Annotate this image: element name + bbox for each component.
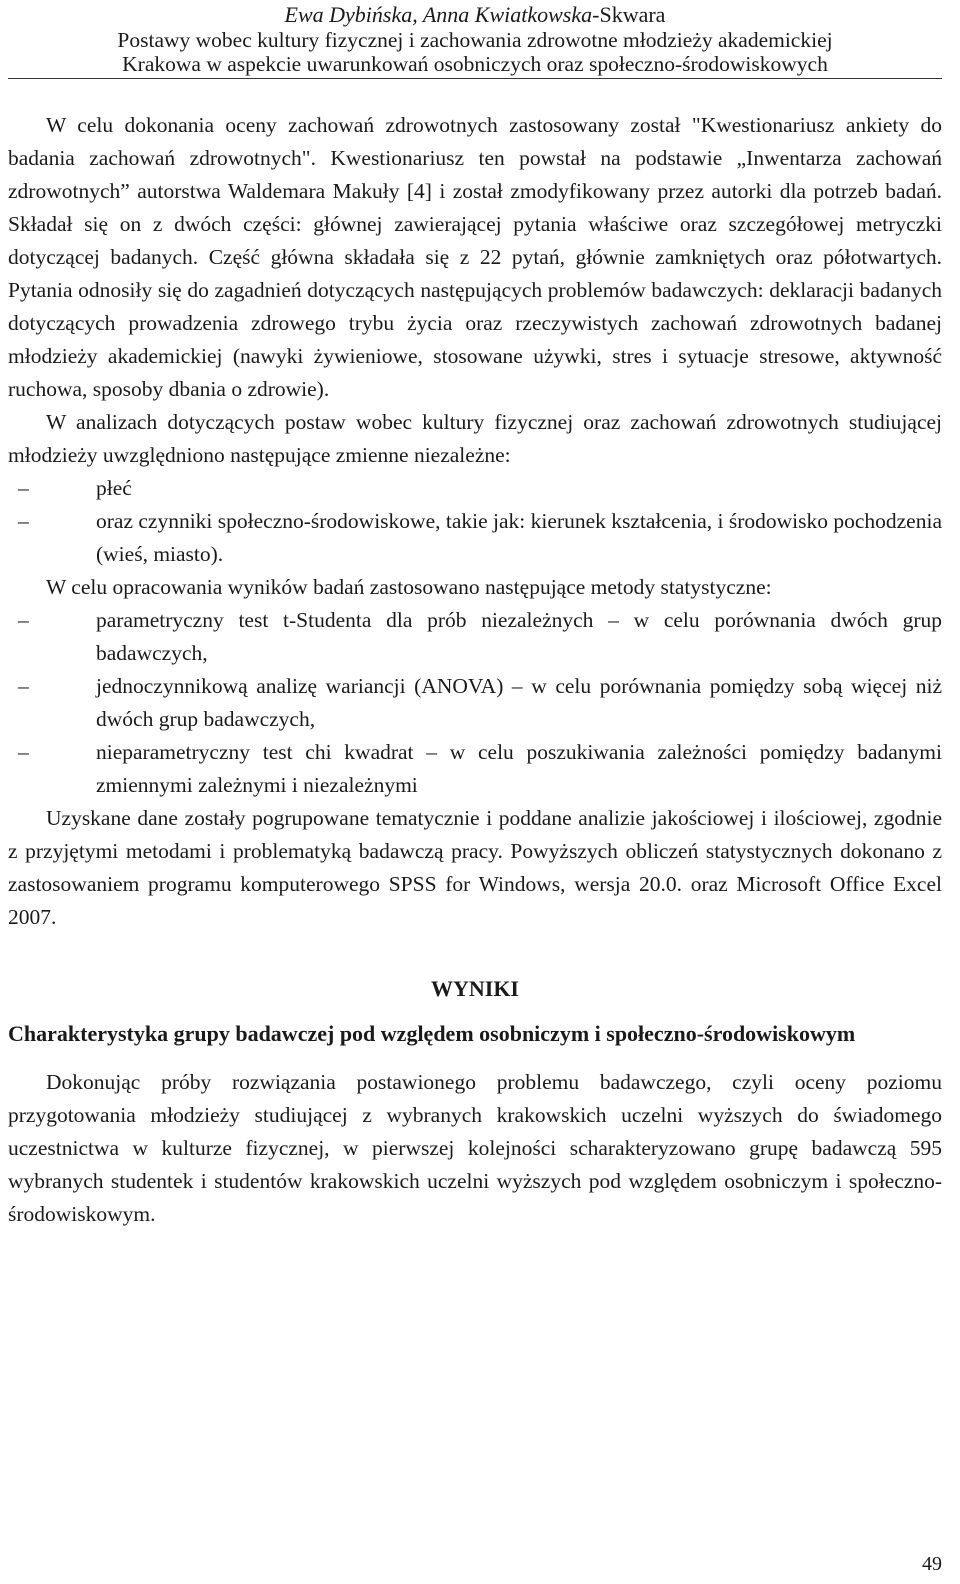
header-title-line1: Postawy wobec kultury fizycznej i zachowania zdrowotne młodzieży akademickiej: [117, 28, 833, 52]
paragraph-results: Dokonując próby rozwiązania postawionego problemu badawczego, czyli oceny poziomu przygotowania młodzieży studiującej z wybranych krakowskich uczelni wyższych do świadomego uczestnictwa w kulturze fizycznej, w pierwszej kolejności scharakteryzowano grupę badawczą 595 wybranych studentek i studentów krakowskich uczelni wyższych pod względem osobniczym i społeczno-środowiskowym.: [8, 1070, 942, 1226]
dash-bullet: –: [18, 674, 29, 698]
paragraph-methods-intro: W celu opracowania wyników badań zastosowano następujące metody statystyczne:: [46, 575, 772, 599]
list-item: [8, 505, 942, 571]
article-body: [8, 109, 942, 1231]
subsection-title: Charakterystyka grupy badawczej pod względem osobniczym i społeczno-środowiskowym: [8, 1021, 856, 1046]
list-item-text: nieparametryczny test chi kwadrat – w celu poszukiwania zależności pomiędzy badanymi zmiennymi zależnymi i niezależnymi: [96, 740, 942, 797]
paragraph-analysis: Uzyskane dane zostały pogrupowane tematycznie i poddane analizie jakościowej i ilościowej, zgodnie z przyjętymi metodami i problematyką badawczą pracy. Powyższych obliczeń statystycznych dokonano z zastosowaniem programu komputerowego SPSS for Windows, wersja 20.0. oraz Microsoft Office Excel 2007.: [8, 806, 942, 929]
list-item-text: płeć: [96, 476, 132, 500]
paragraph-questionnaire: W celu dokonania oceny zachowań zdrowotnych zastosowany został "Kwestionariusz ankiety do badania zachowań zdrowotnych". Kwestionariusz ten powstał na podstawie „Inwentarza zachowań zdrowotnych” autorstwa Waldemara Makuły [4] i został zmodyfikowany przez autorki dla potrzeb badań. Składał się on z dwóch części: głównej zawierającej pytania właściwe oraz szczegółowej metryczki dotyczącej badanych. Część główna składała się z 22 pytań, głównie zamkniętych oraz półotwartych. Pytania odnosiły się do zagadnień dotyczących następujących problemów badawczych: deklaracji badanych dotyczących prowadzenia zdrowego trybu życia oraz rzeczywistych zachowań zdrowotnych badanej młodzieży akademickiej (nawyki żywieniowe, stosowane używki, stres i sytuacje stresowe, aktywność ruchowa, sposoby dbania o zdrowie).: [8, 113, 942, 401]
section-title: WYNIKI: [430, 976, 519, 1001]
list-item: [8, 604, 942, 670]
list-item-text: parametryczny test t-Studenta dla prób niezależnych – w celu porównania dwóch grup badawczych,: [96, 608, 942, 665]
header-authors-italic: Ewa Dybińska, Anna Kwiatkowska-: [284, 2, 600, 27]
methods-list: [8, 604, 942, 802]
header-authors-tail: Skwara: [599, 2, 666, 27]
dash-bullet: –: [18, 509, 29, 533]
dash-bullet: –: [18, 476, 29, 500]
header-title-line2: Krakowa w aspekcie uwarunkowań osobniczych oraz społeczno-środowiskowych: [122, 52, 828, 76]
list-item-text: oraz czynniki społeczno-środowiskowe, takie jak: kierunek kształcenia, i środowisko pochodzenia (wieś, miasto).: [96, 509, 942, 566]
list-item: [8, 472, 942, 505]
header-authors: [8, 2, 942, 28]
dash-bullet: –: [18, 608, 29, 632]
page-number: 49: [922, 1553, 942, 1575]
page: [8, 0, 942, 1231]
paragraph-variables-intro: W analizach dotyczących postaw wobec kultury fizycznej oraz zachowań zdrowotnych studiującej młodzieży uwzględniono następujące zmienne niezależne:: [8, 410, 942, 467]
dash-bullet: –: [18, 740, 29, 764]
running-header: [8, 0, 942, 79]
list-item: [8, 670, 942, 736]
list-item: [8, 736, 942, 802]
variables-list: [8, 472, 942, 571]
list-item-text: jednoczynnikową analizę wariancji (ANOVA) – w celu porównania pomiędzy sobą więcej niż dwóch grup badawczych,: [96, 674, 942, 731]
